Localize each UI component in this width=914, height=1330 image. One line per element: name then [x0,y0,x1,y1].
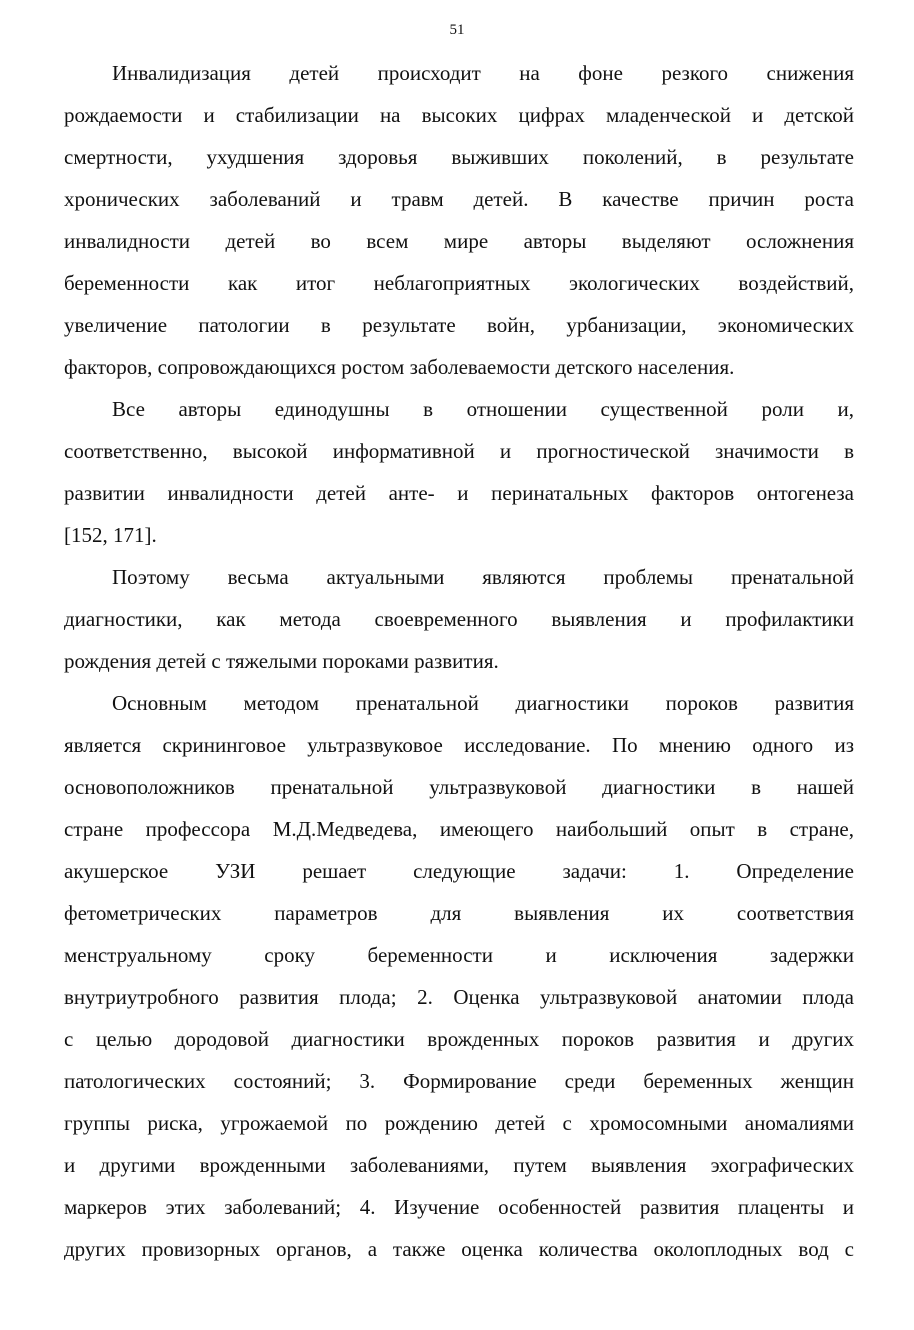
text-line: других провизорных органов, а также оценка количества околоплодных вод с [64,1237,854,1261]
text-line: рождения детей с тяжелыми пороками развития. [64,649,499,673]
text-line: Инвалидизация детей происходит на фоне резкого снижения [112,61,854,85]
text-line: и другими врожденными заболеваниями, путем выявления эхографических [64,1153,854,1177]
text-line: хронических заболеваний и травм детей. В качестве причин роста [64,187,854,211]
text-line: факторов, сопровождающихся ростом заболеваемости детского населения. [64,355,735,379]
text-line: соответственно, высокой информативной и прогностической значимости в [64,439,854,463]
text-line: увеличение патологии в результате войн, урбанизации, экономических [64,313,854,337]
text-line: смертности, ухудшения здоровья выживших поколений, в результате [64,145,854,169]
text-line: стране профессора М.Д.Медведева, имеющего наибольший опыт в стране, [64,817,854,841]
text-line: беременности как итог неблагоприятных экологических воздействий, [64,271,854,295]
text-line: акушерское УЗИ решает следующие задачи: 1. Определение [64,859,854,883]
text-line: менструальному сроку беременности и исключения задержки [64,943,854,967]
text-line: основоположников пренатальной ультразвуковой диагностики в нашей [64,775,854,799]
text-line: диагностики, как метода своевременного выявления и профилактики [64,607,854,631]
text-line: Основным методом пренатальной диагностики пороков развития [112,691,854,715]
text-line: Поэтому весьма актуальными являются проблемы пренатальной [112,565,854,589]
text-line: маркеров этих заболеваний; 4. Изучение особенностей развития плаценты и [64,1195,854,1219]
text-line: [152, 171]. [64,523,157,547]
text-line: фетометрических параметров для выявления их соответствия [64,901,854,925]
text-line: рождаемости и стабилизации на высоких цифрах младенческой и детской [64,103,854,127]
text-line: Все авторы единодушны в отношении существенной роли и, [112,397,854,421]
text-line: группы риска, угрожаемой по рождению детей с хромосомными аномалиями [64,1111,854,1135]
page-number: 51 [449,22,465,38]
text-line: является скрининговое ультразвуковое исследование. По мнению одного из [64,733,854,757]
text-line: патологических состояний; 3. Формирование среди беременных женщин [64,1069,854,1093]
text-line: инвалидности детей во всем мире авторы выделяют осложнения [64,229,854,253]
text-line: внутриутробного развития плода; 2. Оценка ультразвуковой анатомии плода [64,985,854,1009]
text-line: с целью дородовой диагностики врожденных пороков развития и других [64,1027,854,1051]
text-line: развитии инвалидности детей анте- и перинатальных факторов онтогенеза [64,481,854,505]
